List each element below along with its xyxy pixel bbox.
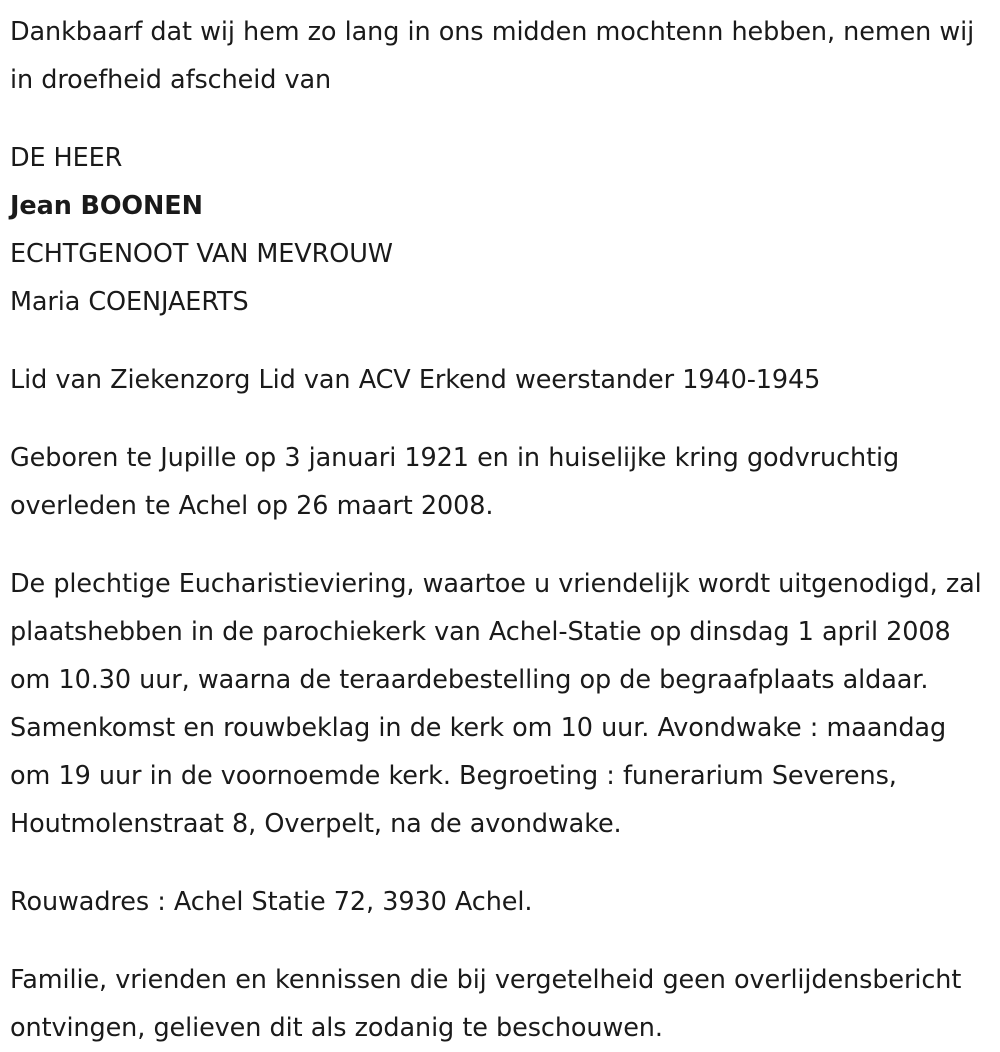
deceased-name: Jean BOONEN — [10, 191, 203, 221]
memberships-paragraph: Lid van Ziekenzorg Lid van ACV Erkend weerstander 1940-1945 — [10, 365, 821, 395]
deceased-block — [10, 134, 992, 326]
intro-paragraph: Dankbaarf dat wij hem zo lang in ons midden mochtenn hebben, nemen wij in droefheid afscheid van — [10, 17, 975, 95]
service-details-paragraph: De plechtige Eucharistieviering, waartoe u vriendelijk wordt uitgenodigd, zal plaatshebben in de parochiekerk van Achel-Statie op dinsdag 1 april 2008 om 10.30 uur, waarna de teraardebestelling op de begraafplaats aldaar. Samenkomst en rouwbeklag in de kerk om 10 uur. Avondwake : maandag om 19 uur in de voornoemde kerk. Begroeting : funerarium Severens, Houtmolenstraat 8, Overpelt, na de avondwake. — [10, 569, 982, 839]
mourning-address-paragraph: Rouwadres : Achel Statie 72, 3930 Achel. — [10, 887, 533, 917]
life-dates-paragraph: Geboren te Jupille op 3 januari 1921 en in huiselijke kring godvruchtig overleden te Achel op 26 maart 2008. — [10, 443, 900, 521]
honorific-line: DE HEER — [10, 143, 123, 173]
spouse-name: Maria COENJAERTS — [10, 287, 249, 317]
spouse-relation-line: ECHTGENOOT VAN MEVROUW — [10, 239, 393, 269]
closing-notice-paragraph: Familie, vrienden en kennissen die bij vergetelheid geen overlijdensbericht ontvingen, gelieven dit als zodanig te beschouwen. — [10, 965, 962, 1043]
